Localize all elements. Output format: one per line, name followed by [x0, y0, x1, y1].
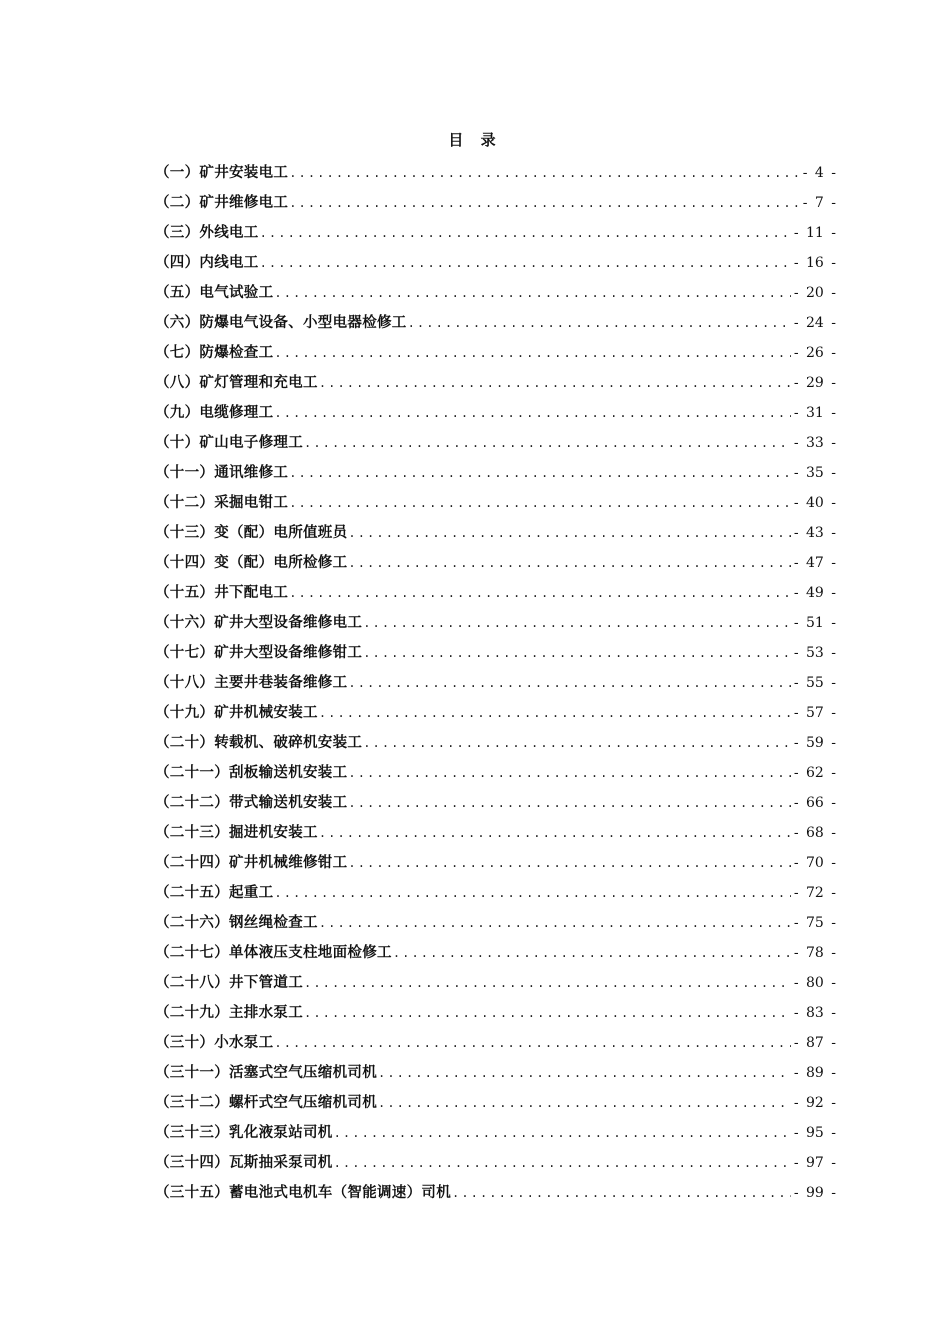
toc-entry[interactable]: [155, 273, 836, 303]
toc-entry[interactable]: [155, 1083, 836, 1113]
toc-entry-page-number: - 47 -: [793, 555, 836, 571]
toc-entry-page-number: - 75 -: [793, 915, 836, 931]
toc-dot-leader: [363, 643, 791, 663]
toc-entry[interactable]: [155, 513, 836, 543]
toc-entry[interactable]: [155, 573, 836, 603]
toc-dot-leader: [334, 1153, 791, 1173]
toc-entry-page-number: - 29 -: [793, 375, 836, 391]
toc-entry[interactable]: [155, 723, 836, 753]
toc-entry[interactable]: [155, 873, 836, 903]
toc-entry-page-number: - 51 -: [793, 615, 836, 631]
toc-entry[interactable]: [155, 933, 836, 963]
toc-entry[interactable]: [155, 1023, 836, 1053]
toc-dot-leader: [348, 523, 790, 543]
toc-entry-label: （二十八）井下管道工: [155, 975, 303, 991]
toc-entry[interactable]: [155, 783, 836, 813]
toc-entry-page-number: - 92 -: [793, 1095, 836, 1111]
toc-entry[interactable]: [155, 303, 836, 333]
toc-entry[interactable]: [155, 903, 836, 933]
toc-entry[interactable]: [155, 1173, 836, 1203]
toc-entry-page-number: - 70 -: [793, 855, 836, 871]
toc-entry[interactable]: [155, 333, 836, 363]
toc-entry[interactable]: [155, 813, 836, 843]
toc-entry-label: （二十三）掘进机安装工: [155, 825, 318, 841]
toc-entry[interactable]: [155, 243, 836, 273]
toc-entry-label: （二十九）主排水泵工: [155, 1005, 303, 1021]
toc-dot-leader: [319, 913, 791, 933]
toc-entry-page-number: - 4 -: [802, 165, 836, 181]
toc-entry-label: （二）矿井维修电工: [155, 195, 289, 211]
table-of-contents: [155, 153, 836, 1203]
toc-dot-leader: [348, 553, 790, 573]
toc-entry-label: （七）防爆检查工: [155, 345, 274, 361]
toc-dot-leader: [393, 943, 791, 963]
toc-entry-page-number: - 72 -: [793, 885, 836, 901]
toc-entry-label: （二十四）矿井机械维修钳工: [155, 855, 348, 871]
toc-entry-page-number: - 87 -: [793, 1035, 836, 1051]
toc-entry-page-number: - 53 -: [793, 645, 836, 661]
toc-dot-leader: [304, 1003, 791, 1023]
toc-entry-page-number: - 78 -: [793, 945, 836, 961]
toc-entry-label: （二十）转载机、破碎机安装工: [155, 735, 363, 751]
toc-dot-leader: [363, 613, 791, 633]
toc-dot-leader: [348, 793, 790, 813]
toc-entry-label: （三十）小水泵工: [155, 1035, 274, 1051]
toc-dot-leader: [304, 433, 791, 453]
toc-entry-label: （五）电气试验工: [155, 285, 274, 301]
toc-entry[interactable]: [155, 153, 836, 183]
toc-entry[interactable]: [155, 483, 836, 513]
toc-entry-page-number: - 26 -: [793, 345, 836, 361]
toc-entry-label: （十七）矿井大型设备维修钳工: [155, 645, 363, 661]
toc-dot-leader: [408, 313, 791, 333]
toc-entry[interactable]: [155, 843, 836, 873]
toc-entry-page-number: - 31 -: [793, 405, 836, 421]
toc-entry-page-number: - 66 -: [793, 795, 836, 811]
toc-entry-label: （十）矿山电子修理工: [155, 435, 303, 451]
toc-entry[interactable]: [155, 183, 836, 213]
toc-entry-page-number: - 33 -: [793, 435, 836, 451]
toc-dot-leader: [348, 853, 790, 873]
toc-entry-page-number: - 89 -: [793, 1065, 836, 1081]
toc-entry[interactable]: [155, 453, 836, 483]
toc-entry-label: （九）电缆修理工: [155, 405, 274, 421]
toc-entry-page-number: - 49 -: [793, 585, 836, 601]
toc-entry-label: （一）矿井安装电工: [155, 165, 289, 181]
toc-entry-page-number: - 24 -: [793, 315, 836, 331]
toc-dot-leader: [348, 763, 790, 783]
toc-entry-label: （三十四）瓦斯抽采泵司机: [155, 1155, 333, 1171]
toc-entry-page-number: - 95 -: [793, 1125, 836, 1141]
toc-dot-leader: [289, 583, 791, 603]
toc-entry-page-number: - 11 -: [793, 225, 836, 241]
toc-dot-leader: [289, 493, 791, 513]
toc-entry[interactable]: [155, 1113, 836, 1143]
toc-dot-leader: [378, 1093, 791, 1113]
toc-dot-leader: [274, 403, 790, 423]
toc-entry-label: （二十六）钢丝绳检查工: [155, 915, 318, 931]
toc-entry-label: （十四）变（配）电所检修工: [155, 555, 348, 571]
toc-entry[interactable]: [155, 543, 836, 573]
toc-entry[interactable]: [155, 693, 836, 723]
toc-entry[interactable]: [155, 963, 836, 993]
toc-dot-leader: [260, 253, 791, 273]
toc-dot-leader: [363, 733, 791, 753]
toc-entry[interactable]: [155, 993, 836, 1023]
toc-entry-label: （三十三）乳化液泵站司机: [155, 1125, 333, 1141]
toc-entry-label: （六）防爆电气设备、小型电器检修工: [155, 315, 407, 331]
toc-entry-label: （二十二）带式输送机安装工: [155, 795, 348, 811]
toc-entry[interactable]: [155, 1143, 836, 1173]
toc-entry[interactable]: [155, 633, 836, 663]
toc-entry[interactable]: [155, 393, 836, 423]
toc-dot-leader: [378, 1063, 791, 1083]
toc-title: 目 录: [448, 131, 502, 149]
toc-entry-page-number: - 7 -: [802, 195, 836, 211]
toc-dot-leader: [260, 223, 791, 243]
toc-entry-label: （十九）矿井机械安装工: [155, 705, 318, 721]
toc-dot-leader: [334, 1123, 791, 1143]
toc-entry[interactable]: [155, 603, 836, 633]
toc-entry-page-number: - 43 -: [793, 525, 836, 541]
toc-entry[interactable]: [155, 753, 836, 783]
toc-dot-leader: [289, 163, 800, 183]
toc-entry-page-number: - 80 -: [793, 975, 836, 991]
toc-entry-label: （十五）井下配电工: [155, 585, 289, 601]
toc-dot-leader: [319, 823, 791, 843]
toc-entry-label: （十八）主要井巷装备维修工: [155, 675, 348, 691]
toc-entry-label: （十二）采掘电钳工: [155, 495, 289, 511]
toc-entry-label: （三）外线电工: [155, 225, 259, 241]
toc-entry-label: （三十一）活塞式空气压缩机司机: [155, 1065, 377, 1081]
toc-dot-leader: [452, 1183, 791, 1203]
toc-entry-label: （二十五）起重工: [155, 885, 274, 901]
toc-entry[interactable]: [155, 663, 836, 693]
toc-entry-page-number: - 68 -: [793, 825, 836, 841]
toc-entry-page-number: - 20 -: [793, 285, 836, 301]
toc-entry-label: （四）内线电工: [155, 255, 259, 271]
toc-dot-leader: [348, 673, 790, 693]
toc-entry-label: （三十五）蓄电池式电机车（智能调速）司机: [155, 1185, 451, 1201]
toc-dot-leader: [289, 193, 800, 213]
toc-entry-page-number: - 99 -: [793, 1185, 836, 1201]
toc-entry-label: （十一）通讯维修工: [155, 465, 289, 481]
toc-entry[interactable]: [155, 423, 836, 453]
toc-dot-leader: [319, 703, 791, 723]
toc-entry-label: （二十一）刮板输送机安装工: [155, 765, 348, 781]
toc-dot-leader: [304, 973, 791, 993]
toc-entry-page-number: - 40 -: [793, 495, 836, 511]
toc-dot-leader: [274, 283, 790, 303]
toc-entry-page-number: - 97 -: [793, 1155, 836, 1171]
toc-entry-label: （十三）变（配）电所值班员: [155, 525, 348, 541]
toc-entry-page-number: - 16 -: [793, 255, 836, 271]
toc-entry-label: （十六）矿井大型设备维修电工: [155, 615, 363, 631]
toc-dot-leader: [319, 373, 791, 393]
toc-dot-leader: [274, 883, 790, 903]
toc-dot-leader: [274, 1033, 790, 1053]
toc-dot-leader: [274, 343, 790, 363]
toc-entry[interactable]: [155, 363, 836, 393]
toc-entry[interactable]: [155, 1053, 836, 1083]
toc-entry-page-number: - 83 -: [793, 1005, 836, 1021]
toc-entry-label: （二十七）单体液压支柱地面检修工: [155, 945, 392, 961]
toc-entry-page-number: - 59 -: [793, 735, 836, 751]
toc-entry-label: （三十二）螺杆式空气压缩机司机: [155, 1095, 377, 1111]
toc-entry-page-number: - 62 -: [793, 765, 836, 781]
toc-dot-leader: [289, 463, 791, 483]
toc-entry-label: （八）矿灯管理和充电工: [155, 375, 318, 391]
toc-entry-page-number: - 57 -: [793, 705, 836, 721]
toc-entry-page-number: - 55 -: [793, 675, 836, 691]
toc-entry[interactable]: [155, 213, 836, 243]
toc-entry-page-number: - 35 -: [793, 465, 836, 481]
